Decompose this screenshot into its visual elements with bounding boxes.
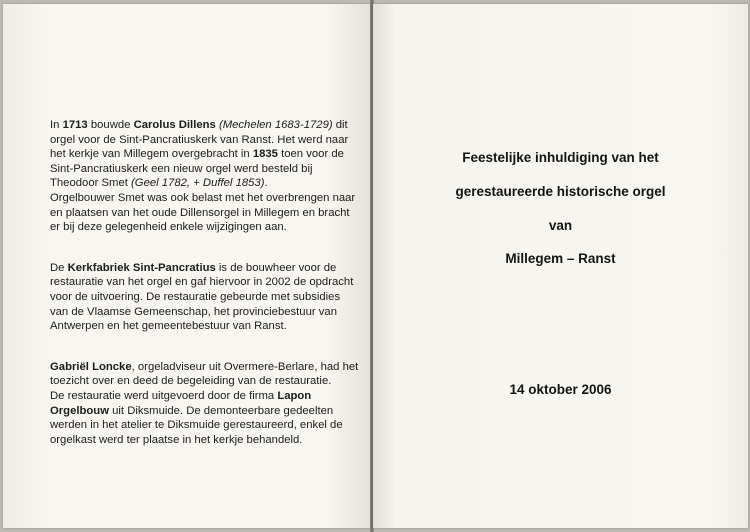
text-line: er bij deze gelegenheid enkele wijzigingen aan. [50, 221, 287, 234]
year-1713: 1713 [62, 119, 88, 131]
text-run: De [50, 261, 68, 274]
history-paragraph [50, 118, 365, 235]
text-line [50, 404, 365, 419]
text-line: toezicht over en deed de begeleiding van de restauratie. [50, 375, 332, 388]
text-run: uit Diksmuide. De demonteerbare gedeelten [109, 404, 334, 417]
builder-name: Carolus Dillens [133, 119, 216, 131]
firm-name-part2: Orgelbouw [50, 404, 109, 417]
left-page [3, 4, 371, 528]
text-line: Orgelbouwer Smet was ook belast met het overbrengen naar [50, 191, 356, 204]
text-line: Antwerpen en het gemeentebestuur van Ranst. [50, 320, 287, 333]
text-line: voor de uitvoering. De restauratie gebeurde met subsidies [50, 290, 341, 303]
title-line-1: Feestelijke inhuldiging van het [462, 150, 659, 165]
title-line-4: Millegem – Ranst [505, 251, 616, 266]
text-line: restauratie van het orgel en gaf hiervoor in 2002 de opdracht [50, 276, 354, 289]
text-run: De restauratie werd uitgevoerd door de firma [50, 389, 278, 402]
text-line: van de Vlaamse Gemeenschap, het provinciebestuur van [50, 305, 337, 318]
title-line-2: gerestaureerde historische orgel [455, 184, 666, 199]
text-line [50, 360, 365, 375]
firm-name-part1: Lapon [277, 389, 312, 402]
text-run: Theodoor Smet [50, 177, 132, 190]
text-run: . [264, 177, 268, 190]
text-run: bouwde [87, 119, 134, 131]
text-line: Sint-Pancratiuskerk een nieuw orgel werd besteld bij [50, 162, 313, 175]
text-line: en plaatsen van het oude Dillensorgel in Millegem en bracht [50, 206, 350, 219]
text-line: orgelkast werd ter plaatse in het kerkje behandeld. [50, 433, 303, 446]
paragraph-gap [50, 235, 365, 261]
event-date: 14 oktober 2006 [509, 382, 612, 397]
left-page-text [50, 118, 365, 447]
text-line [50, 261, 365, 276]
text-run: toen voor de [277, 148, 344, 161]
builder-dates: (Mechelen 1683-1729) [218, 119, 333, 131]
client-paragraph [50, 261, 365, 334]
text-run: dit [332, 119, 348, 131]
advisor-name: Gabriël Loncke [50, 360, 132, 373]
paragraph-gap [50, 334, 365, 360]
client-name: Kerkfabriek Sint-Pancratius [67, 261, 216, 274]
text-line: werden in het atelier te Diksmuide gerestaureerd, enkel de [50, 419, 343, 432]
text-run: is de bouwheer voor de [215, 261, 337, 274]
text-run: het kerkje van Millegem overgebracht in [50, 148, 253, 161]
text-run: In [50, 119, 63, 131]
right-page [373, 4, 748, 528]
text-line [50, 389, 365, 404]
restoration-paragraph [50, 360, 365, 448]
smet-dates: (Geel 1782, + Duffel 1853) [131, 177, 265, 190]
title-line-3: van [548, 218, 573, 233]
text-line: orgel voor de Sint-Pancratiuskerk van Ranst. Het werd naar [50, 133, 349, 146]
text-line [50, 147, 365, 162]
text-run: , orgeladviseur uit Overmere-Berlare, had het [131, 360, 359, 373]
year-1835: 1835 [252, 148, 278, 161]
text-line [50, 176, 365, 191]
text-line [50, 118, 365, 133]
